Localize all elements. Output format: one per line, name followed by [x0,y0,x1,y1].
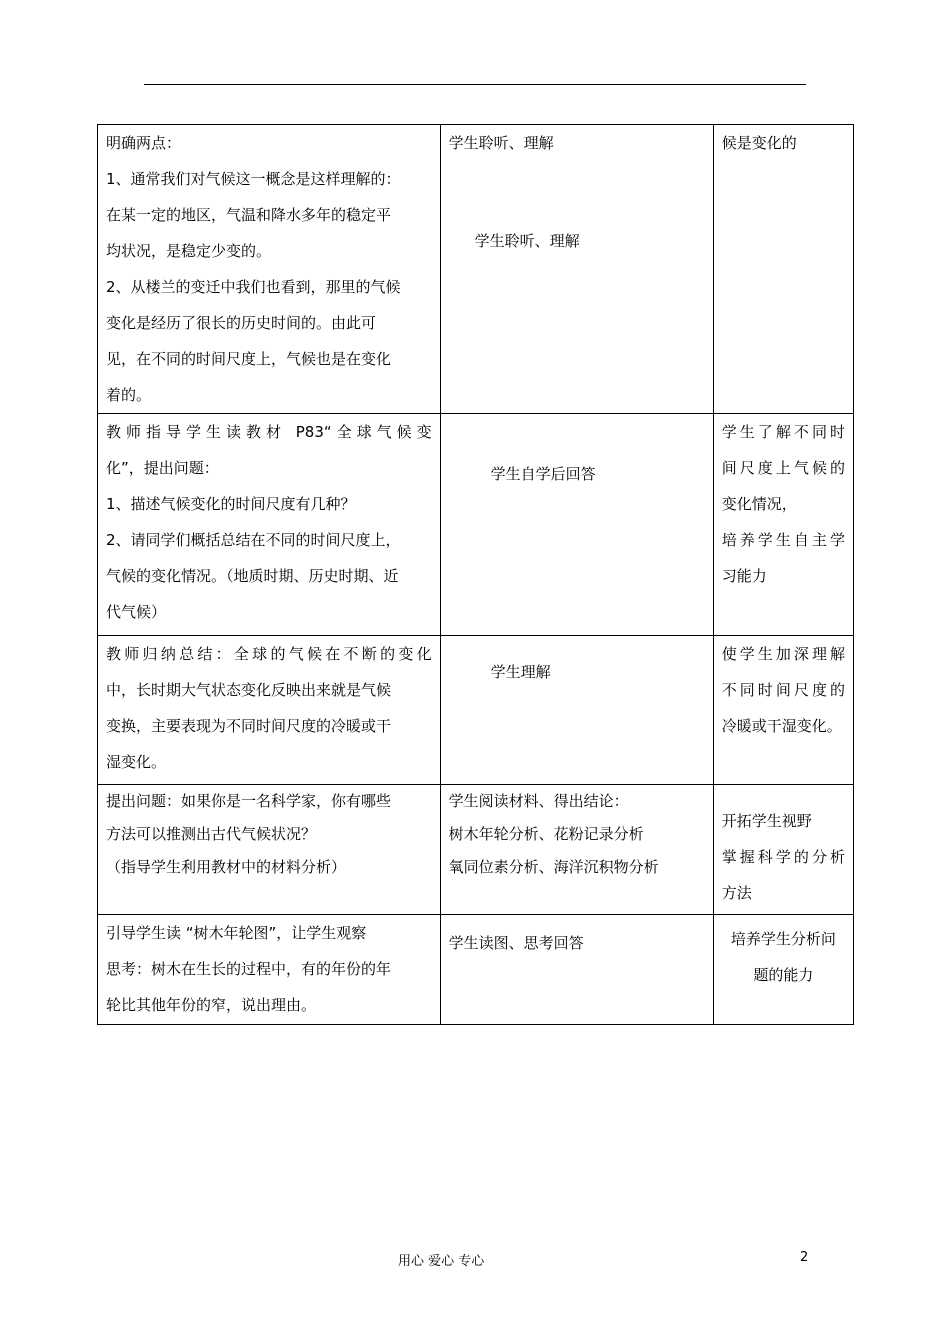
header-rule [144,84,806,85]
cell-line: 教师归纳总结：全球的气候在不断的变化 [106,645,432,663]
cell-line: 变换，主要表现为不同时间尺度的冷暖或干 [106,717,392,735]
table-row [98,636,854,785]
teacher-activity-cell [98,915,441,1025]
cell-line: 学生聆听、理解 [448,134,554,152]
cell-line: 化”，提出问题： [106,459,219,477]
cell-line: 开拓学生视野 [721,812,812,830]
cell-line: 轮比其他年份的窄，说出理由。 [106,996,317,1014]
cell-line: 冷暖或干湿变化。 [721,717,842,735]
cell-line: 1、通常我们对气候这一概念是这样理解的： [106,170,401,188]
cell-line: 变化情况， [721,495,797,513]
cell-line: 候是变化的 [721,134,797,152]
cell-line: 方法 [721,884,752,902]
table-row [98,414,854,636]
footer-text: 用心 爱心 专心 [398,1254,485,1269]
student-activity-cell [440,636,713,785]
cell-line: 湿变化。 [106,753,167,771]
table-row [98,785,854,915]
cell-line: 习能力 [721,567,767,585]
cell-line: 引导学生读 “树木年轮图”，让学生观察 [106,924,367,942]
table-row [98,125,854,414]
cell-line: 1、描述气候变化的时间尺度有几种？ [106,495,356,513]
cell-line: 教师指导学生读教材 P83“全球气候变 [106,423,432,441]
cell-line: 在某一定的地区，气温和降水多年的稳定平 [106,206,392,224]
teacher-activity-cell [98,414,441,636]
cell-line: 培养学生分析问 [730,930,836,948]
cell-line: 方法可以推测出古代气候状况？ [106,825,317,843]
cell-line: 树木年轮分析、花粉记录分析 [448,825,644,843]
design-intent-cell [713,785,853,915]
cell-line: 2、请同学们概括总结在不同的时间尺度上， [106,531,401,549]
table-row [98,915,854,1025]
cell-line: 学生阅读材料、得出结论： [448,792,629,810]
student-activity-cell [440,915,713,1025]
cell-line: 提出问题：如果你是一名科学家，你有哪些 [106,792,392,810]
cell-line: 中，长时期大气状态变化反映出来就是气候 [106,681,392,699]
cell-line: 学生理解 [490,663,551,681]
cell-line: 题的能力 [753,966,814,984]
cell-line: 氧同位素分析、海洋沉积物分析 [448,858,659,876]
cell-line: 均状况，是稳定少变的。 [106,242,272,260]
design-intent-cell [713,125,853,414]
student-activity-cell [440,785,713,915]
cell-line: 学生聆听、理解 [474,232,580,250]
student-activity-cell [440,125,713,414]
cell-line: 明确两点： [106,134,182,152]
cell-line: 着的。 [106,386,152,404]
design-intent-cell [713,414,853,636]
teacher-activity-cell [98,785,441,915]
cell-line: 培养学生自主学 [721,531,845,549]
cell-line: 见，在不同的时间尺度上，气候也是在变化 [106,350,392,368]
lesson-table [97,124,854,1025]
cell-line: 掌握科学的分析 [721,848,845,866]
cell-line: 思考：树木在生长的过程中，有的年份的年 [106,960,392,978]
cell-line: 间尺度上气候的 [721,459,845,477]
cell-line: 气候的变化情况。（地质时期、历史时期、近 [106,567,399,585]
cell-line: 不同时间尺度的 [721,681,845,699]
cell-line: 代气候） [106,603,167,621]
design-intent-cell [713,915,853,1025]
cell-line: 2、从楼兰的变迁中我们也看到，那里的气候 [106,278,401,296]
design-intent-cell [713,636,853,785]
cell-line: 学生自学后回答 [490,465,596,483]
cell-line: （指导学生利用教材中的材料分析） [106,858,347,876]
cell-line: 学生了解不同时 [721,423,845,441]
cell-line: 变化是经历了很长的历史时间的。由此可 [106,314,377,332]
student-activity-cell [440,414,713,636]
teacher-activity-cell [98,125,441,414]
teacher-activity-cell [98,636,441,785]
cell-line: 学生读图、思考回答 [448,934,584,952]
page-number: 2 [800,1250,809,1265]
cell-line: 使学生加深理解 [721,645,845,663]
